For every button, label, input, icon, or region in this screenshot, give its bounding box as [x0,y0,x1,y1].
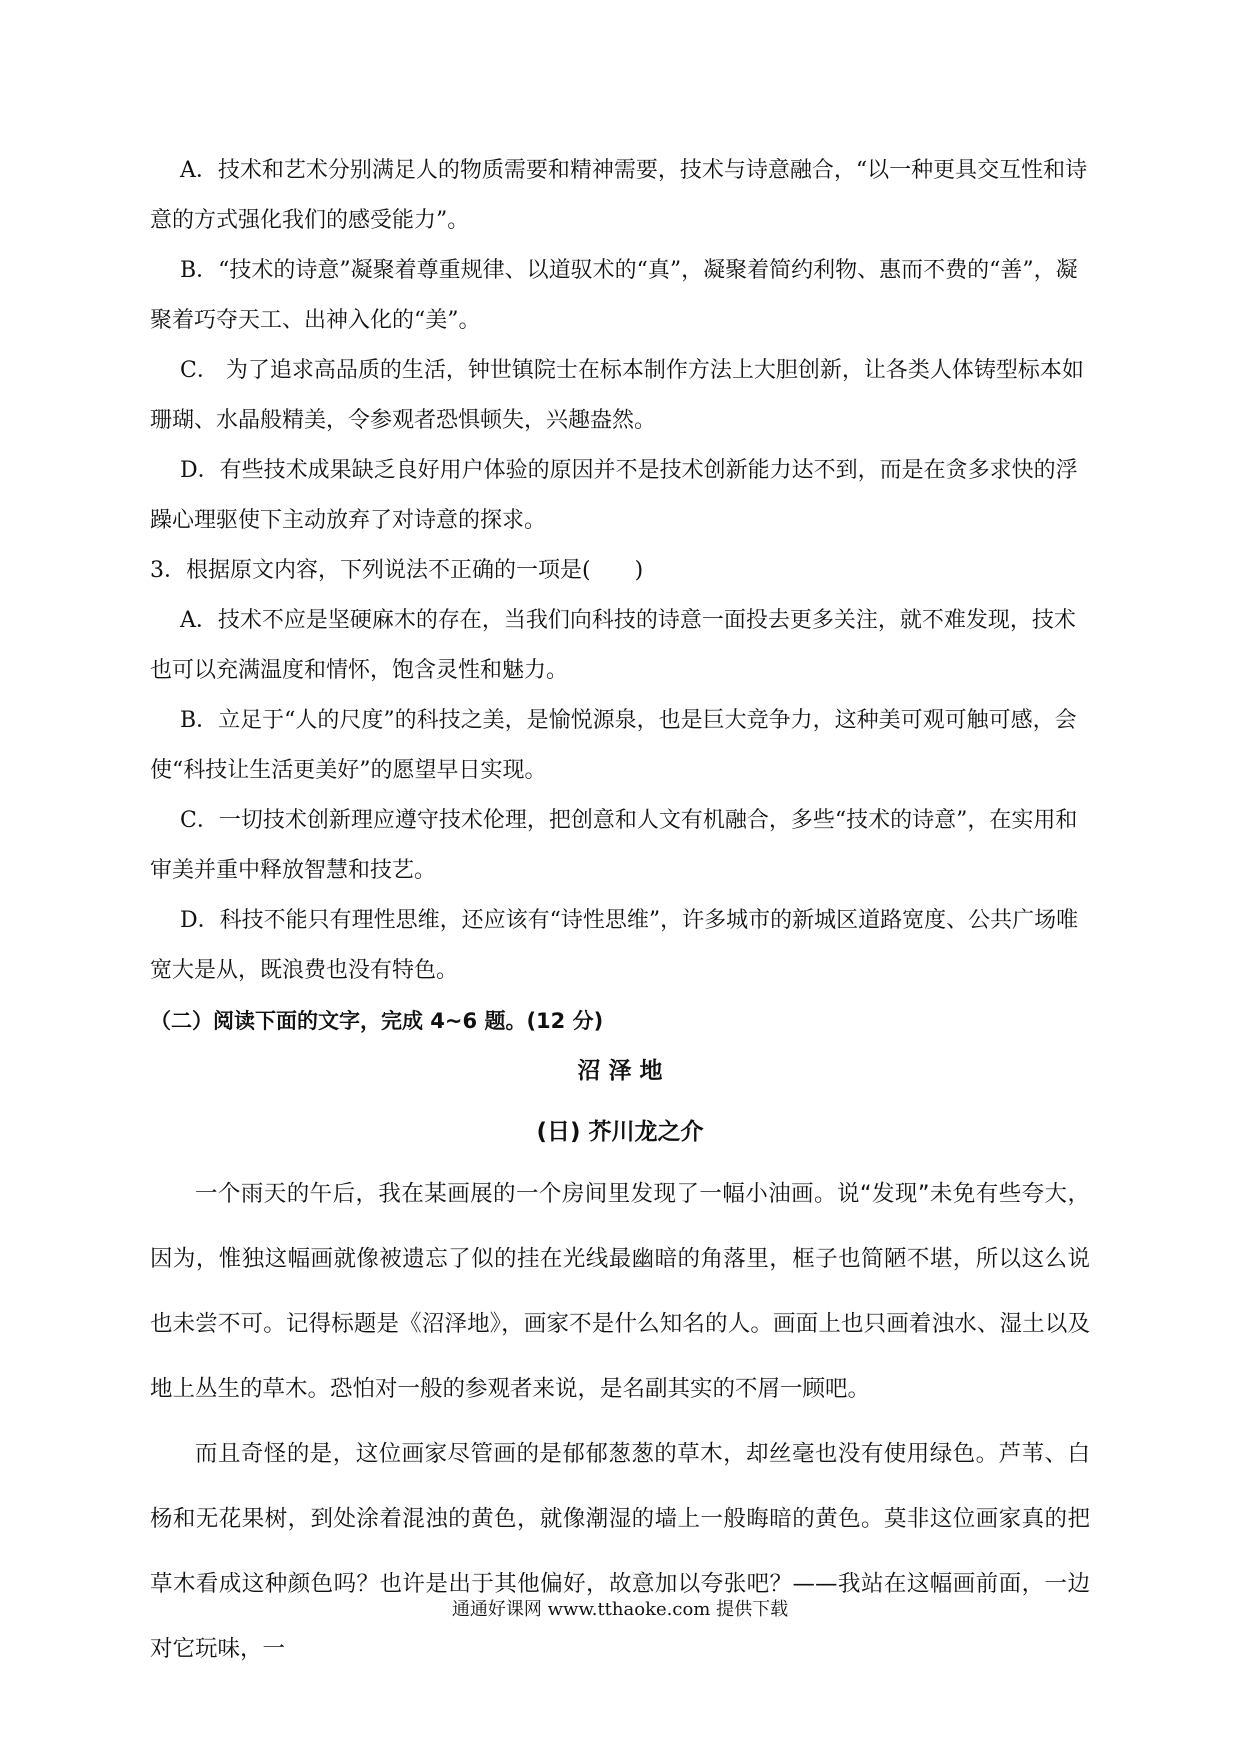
q2-option-c: C． 为了追求高品质的生活，钟世镇院士在标本制作方法上大胆创新，让各类人体铸型标本如珊瑚、水晶般精美，令参观者恐惧顿失，兴趣盎然。 [150,358,1084,433]
section-heading: （二）阅读下面的文字，完成 4~6 题。(12 分) [150,1009,604,1033]
page-footer: 通通好课网 www.tthaoke.com 提供下载 [451,1599,789,1620]
q2-option-a: A．技术和艺术分别满足人的物质需要和精神需要，技术与诗意融合，“以一种更具交互性和诗意的方式强化我们的感受能力”。 [150,158,1088,233]
q3-option-b: B．立足于“人的尺度”的科技之美，是愉悦源泉，也是巨大竞争力，这种美可观可触可感，会使“科技让生活更美好”的愿望早日实现。 [150,708,1077,783]
q2-option-b: B．“技术的诗意”凝聚着尊重规律、以道驭术的“真”，凝聚着简约利物、惠而不费的“善”，凝聚着巧夺天工、出神入化的“美”。 [150,258,1078,333]
q3-option-d: D．科技不能只有理性思维，还应该有“诗性思维”，许多城市的新城区道路宽度、公共广场唯宽大是从，既浪费也没有特色。 [150,908,1079,983]
story-title: 沼 泽 地 [577,1058,663,1084]
story-author: (日) 芥川龙之介 [536,1119,704,1145]
q3-stem: 3．根据原文内容，下列说法不正确的一项是( ) [150,558,644,583]
q2-option-d: D．有些技术成果缺乏良好用户体验的原因并不是技术创新能力达不到，而是在贪多求快的浮躁心理驱使下主动放弃了对诗意的探求。 [150,458,1078,533]
story-paragraph-2: 而且奇怪的是，这位画家尽管画的是郁郁葱葱的草木，却丝毫也没有使用绿色。芦苇、白杨和无花果树，到处涂着混浊的黄色，就像潮湿的墙上一般晦暗的黄色。莫非这位画家真的把草木看成这种颜色吗？也许是出于其他偏好，故意加以夸张吧？——我站在这幅画前面，一边对它玩味，一 [150,1441,1090,1662]
q3-option-c: C．一切技术创新理应遵守技术伦理，把创意和人文有机融合，多些“技术的诗意”，在实用和审美并重中释放智慧和技艺。 [150,808,1078,883]
story-paragraph-1: 一个雨天的午后，我在某画展的一个房间里发现了一幅小油画。说“发现”未免有些夸大，因为，惟独这幅画就像被遗忘了似的挂在光线最幽暗的角落里，框子也简陋不堪，所以这么说也未尝不可。记得标题是《沼泽地》，画家不是什么知名的人。画面上也只画着浊水、湿土以及地上丛生的草木。恐怕对一般的参观者来说，是名副其实的不屑一顾吧。 [150,1181,1090,1402]
q3-option-a: A．技术不应是坚硬麻木的存在，当我们向科技的诗意一面投去更多关注，就不难发现，技术也可以充满温度和情怀，饱含灵性和魅力。 [150,608,1076,683]
